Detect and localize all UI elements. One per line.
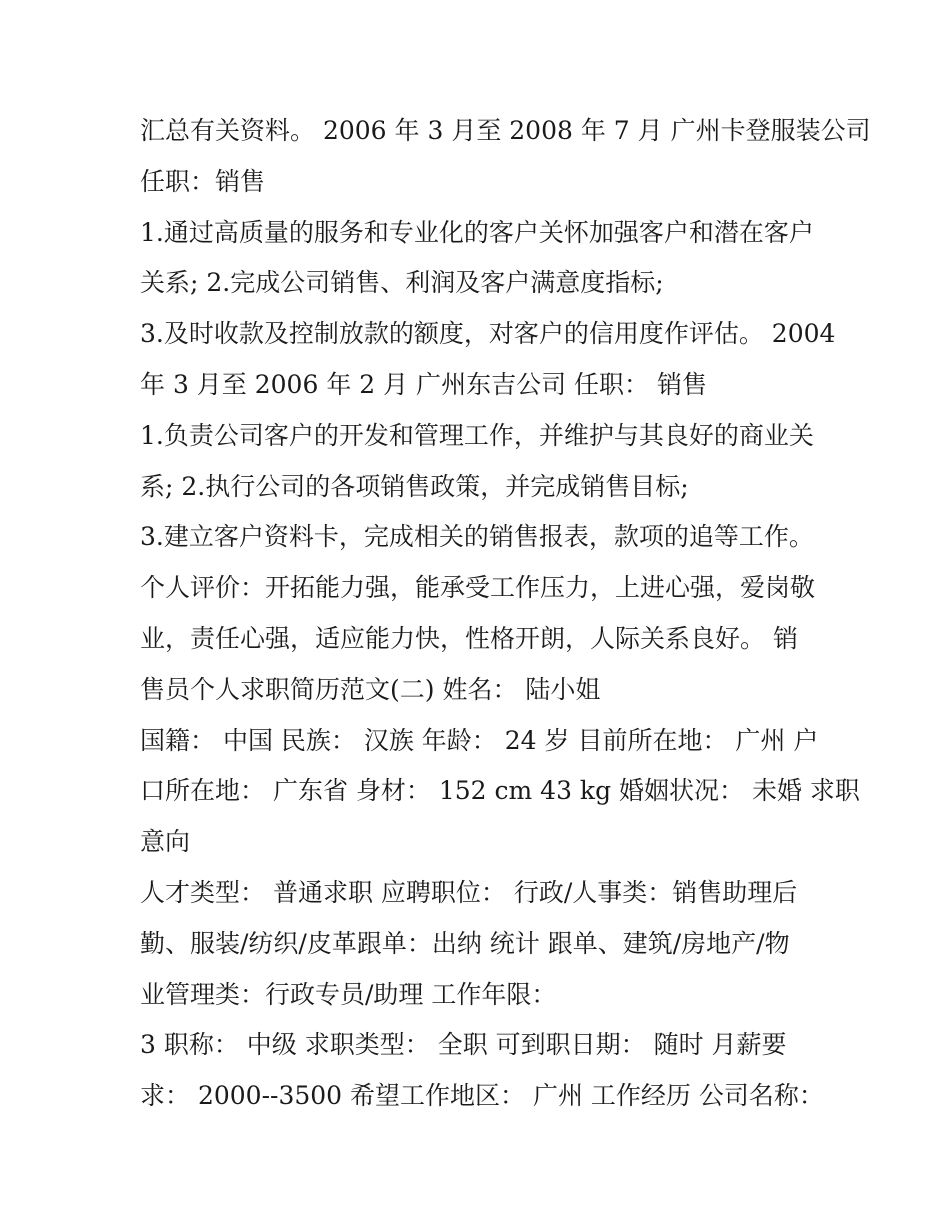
text-line: 个人评价：开拓能力强，能承受工作压力，上进心强，爱岗敬 [140, 573, 816, 603]
text-line: 3.及时收款及控制放款的额度，对客户的信用度作评估。 2004 [140, 319, 836, 349]
text-line: 意向 [140, 827, 191, 857]
text-line: 关系; 2.完成公司销售、利润及客户满意度指标; [140, 268, 664, 298]
text-line: 年 3 月至 2006 年 2 月 广州东吉公司 任职： 销售 [140, 369, 707, 399]
text-line: 业，责任心强，适应能力快，性格开朗，人际关系良好。 销 [140, 623, 798, 653]
text-line: 口所在地： 广东省 身材： 152 cm 43 kg 婚姻状况： 未婚 求职 [140, 776, 860, 806]
resume-text-block [140, 106, 871, 1122]
text-line: 国籍： 中国 民族： 汉族 年龄： 24 岁 目前所在地： 广州 户 [140, 725, 819, 755]
text-line: 售员个人求职简历范文(二) 姓名： 陆小姐 [140, 674, 601, 704]
text-line: 3.建立客户资料卡，完成相关的销售报表，款项的追等工作。 [140, 522, 814, 552]
text-line: 系; 2.执行公司的各项销售政策，并完成销售目标; [140, 471, 689, 501]
text-line: 1.负责公司客户的开发和管理工作，并维护与其良好的商业关 [140, 420, 814, 450]
text-line: 任职：销售 [140, 166, 266, 196]
text-line: 求： 2000--3500 希望工作地区： 广州 工作经历 公司名称： [140, 1081, 824, 1111]
text-line: 3 职称： 中级 求职类型： 全职 可到职日期： 随时 月薪要 [140, 1030, 787, 1060]
text-line: 业管理类：行政专员/助理 工作年限： [140, 979, 557, 1009]
text-line: 人才类型： 普通求职 应聘职位： 行政/人事类：销售助理后 [140, 877, 798, 907]
text-line: 勤、服装/纺织/皮革跟单：出纳 统计 跟单、建筑/房地产/物 [140, 928, 790, 958]
text-line: 汇总有关资料。 2006 年 3 月至 2008 年 7 月 广州卡登服装公司 [140, 116, 871, 145]
text-line: 1.通过高质量的服务和专业化的客户关怀加强客户和潜在客户 [140, 217, 814, 247]
